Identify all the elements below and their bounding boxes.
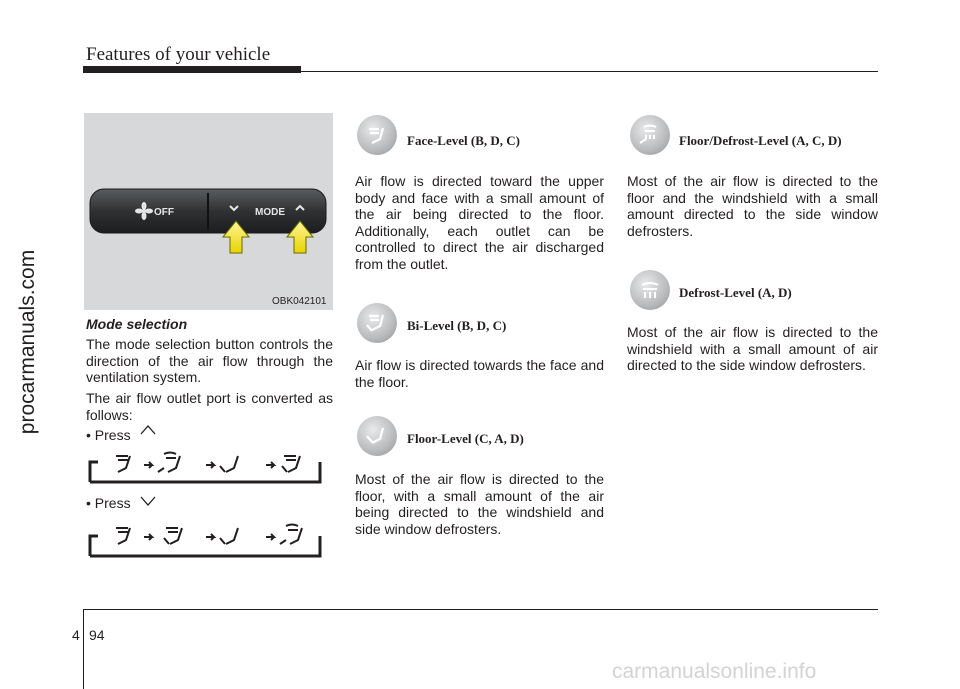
- mode-sequence-up: [88, 446, 332, 490]
- bi-level-text: Air flow is directed towards the face and the floor.: [355, 357, 604, 390]
- arrow-right-icon: [144, 462, 152, 468]
- floor-defrost-level-heading: Floor/Defrost-Level (A, C, D): [679, 133, 842, 148]
- face-vent-icon: [116, 528, 130, 544]
- floor-defrost-level-icon: [630, 115, 670, 155]
- press-down-label: • Press: [86, 495, 131, 511]
- off-label: OFF: [154, 207, 174, 218]
- arrow-right-icon: [206, 534, 214, 540]
- bi-level-heading: Bi-Level (B, D, C): [407, 318, 507, 333]
- section-number: 4: [72, 627, 80, 643]
- floor-level-text: Most of the air flow is directed to the floor, with a small amount of the air being directed to the windshield and side window defrosters.: [355, 471, 604, 537]
- floor-defrost-vent-icon: [158, 453, 180, 473]
- arrow-right-icon: [206, 462, 214, 468]
- floor-vent-icon: [220, 456, 238, 472]
- chevron-up-icon: [140, 424, 156, 436]
- defrost-level-text: Most of the air flow is directed to the windshield with a small amount of air directed to the side window defrosters.: [627, 324, 878, 373]
- mode-label: MODE: [255, 207, 285, 218]
- bi-level-vent-icon: [282, 456, 300, 472]
- face-vent-icon: [116, 456, 130, 472]
- bi-level-icon: [357, 303, 397, 343]
- mode-button-photo: [84, 113, 333, 310]
- arrow-right-icon: [144, 534, 152, 540]
- footer-rule: [83, 609, 878, 610]
- floor-defrost-vent-icon: [280, 525, 302, 545]
- mode-selection-paragraph-1: The mode selection button controls the direction of the air flow through the ventilation system.: [86, 336, 333, 385]
- page-number: 94: [89, 627, 105, 643]
- page-header-title: Features of your vehicle: [86, 44, 271, 65]
- floor-level-heading: Floor-Level (C, A, D): [407, 431, 524, 446]
- mode-selection-paragraph-2: The air flow outlet port is converted as follows:: [86, 390, 333, 423]
- face-level-text: Air flow is directed toward the upper body and face with a small amount of the air being directed to the floor. Additionally, each outlet can be controlled to direct the air discharged from the outlet.: [355, 173, 604, 272]
- arrow-right-icon: [266, 534, 274, 540]
- footer-vertical-rule: [83, 609, 84, 689]
- face-level-heading: Face-Level (B, D, C): [407, 133, 520, 148]
- floor-defrost-level-text: Most of the air flow is directed to the floor and the windshield with a small amount directed to the side window defrosters.: [627, 173, 878, 239]
- header-rule: [83, 71, 878, 72]
- defrost-level-heading: Defrost-Level (A, D): [679, 285, 792, 300]
- floor-level-icon: [357, 416, 397, 456]
- photo-code: OBK042101: [272, 296, 327, 307]
- floor-vent-icon: [220, 528, 238, 544]
- mode-sequence-down: [88, 516, 332, 560]
- arrow-right-icon: [266, 462, 274, 468]
- control-panel-illustration: [84, 113, 333, 310]
- bi-level-vent-icon: [164, 528, 182, 544]
- mode-selection-heading: Mode selection: [86, 316, 188, 332]
- face-level-icon: [357, 115, 397, 155]
- footer-watermark: carmanualsonline.info: [612, 660, 817, 683]
- chevron-down-icon: [140, 495, 156, 507]
- defrost-level-icon: [630, 270, 670, 310]
- press-up-label: • Press: [86, 427, 131, 443]
- side-watermark: procarmanuals.com: [16, 249, 39, 435]
